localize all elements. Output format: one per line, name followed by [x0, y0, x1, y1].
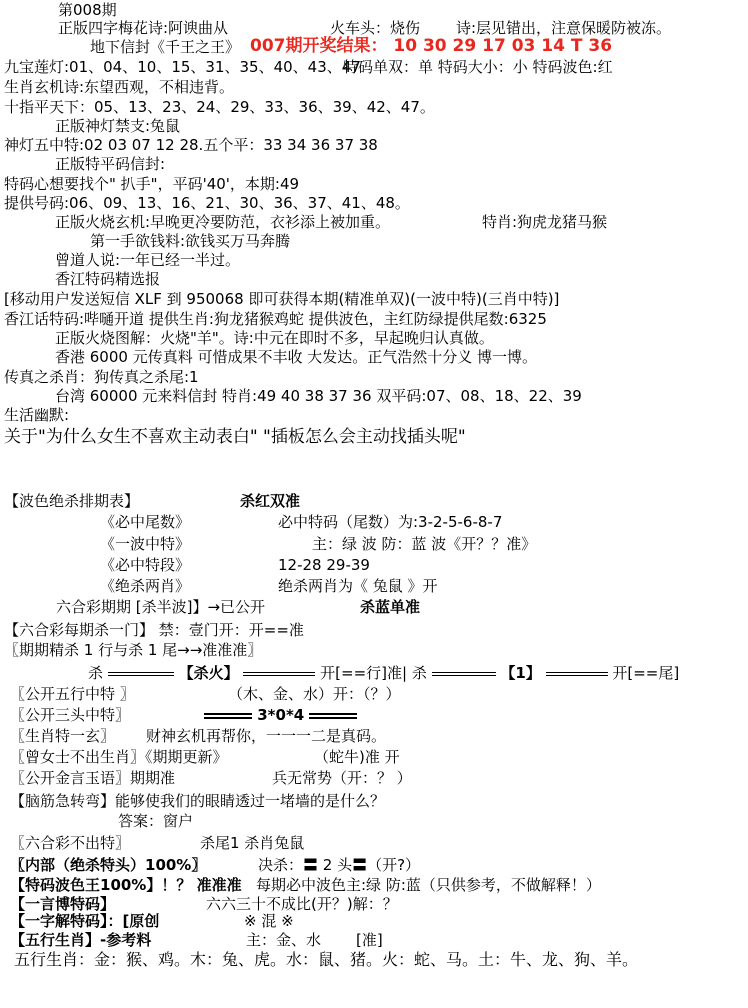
wave-value: 主：绿 波 防：蓝 波《开？？准》	[312, 535, 537, 553]
flat-code-envelope: 正版特平码信封:	[55, 155, 166, 173]
half-wave: 六合彩期期 [杀半波]】→已公开	[56, 598, 266, 616]
ten-fingers: 十指平天下：05、13、23、24、29、33、36、39、42、47。	[4, 98, 435, 116]
five-zodiac-accurate: [准]	[356, 931, 383, 949]
three-head-value	[204, 706, 357, 724]
wave-king-label: 【特码波色王100%】！？ 准准准	[10, 876, 242, 894]
kill-tail-open: 开[==尾]	[612, 664, 680, 682]
lamp-ban: 正版神灯禁支:兔鼠	[55, 117, 181, 135]
taiwan-envelope: 台湾 60000 元来料信封 特肖:49 40 38 37 36 双平码:07、08、18、22、39	[55, 387, 582, 405]
five-zodiac-list: 五行生肖：金：猴、鸡。木：兔、虎。水：鼠、猪。火：蛇、马。土：牛、龙、狗、羊。	[14, 950, 639, 969]
kill-row-tail: 〖期期精杀 1 行与杀 1 尾→→准准准〗	[4, 641, 263, 659]
thick-rule	[204, 713, 252, 719]
fax-kill: 传真之杀肖：狗传真之杀尾:1	[4, 368, 199, 386]
hk-fax: 香港 6000 元传真料 可惜成果不丰收 大发达。正气浩然十分义 博一博。	[55, 348, 538, 366]
special-attributes: 特码单双：单 特码大小：小 特码波色:红	[343, 58, 613, 76]
zodiac-mystery-value: 财神玄机再帮你，一一一二是真码。	[146, 727, 387, 745]
golden-words-value: 兵无常势（开：？ ）	[272, 769, 412, 787]
color-kill-table: 【波色绝杀排期表】	[4, 492, 140, 510]
zodiac-mystery-label: 〖生肖特一玄〗	[10, 727, 116, 745]
tail-value: 必中特码（尾数）为:3-2-5-6-8-7	[278, 513, 503, 531]
special-zodiac: 特肖:狗虎龙猪马猴	[482, 213, 608, 231]
three-head-number: 3*0*4	[257, 706, 305, 724]
fire-mystery: 正版火烧玄机:早晚更冷要防范，衣衫添上被加重。	[55, 213, 391, 231]
double-rule	[243, 672, 315, 676]
taoist-says: 曾道人说:一年已经一半过。	[55, 251, 241, 269]
humor-text: 关于"为什么女生不喜欢主动表白" "插板怎么会主动找插头呢"	[4, 427, 466, 447]
ms-zeng-value: （蛇牛)准 开	[314, 748, 400, 766]
lamp-five: 神灯五中特:02 03 07 12 28.五个平：33 34 36 37 38	[4, 136, 378, 154]
golden-words-label: 〖公开金言玉语〗期期准	[10, 769, 176, 787]
five-elements-value: （木、金、水）开：（？）	[228, 685, 401, 703]
draw-result: 007期开奖结果： 10 30 29 17 03 14 T 36	[250, 36, 613, 56]
underground-envelope: 地下信封《千王之王》	[90, 38, 241, 56]
thick-rule	[309, 713, 357, 719]
inner-kill-value: 决杀：〓 2 头〓（开?）	[258, 856, 421, 874]
kill-two-value: 绝杀两肖为《 兔鼠 》开	[278, 577, 438, 595]
one-word-label: 【一言博特码】	[10, 895, 116, 913]
five-elements-label: 〖公开五行中特 〗	[10, 685, 135, 703]
provided-numbers: 提供号码:06、09、13、16、21、30、36、37、41、48。	[4, 194, 410, 212]
fire-diagram: 正版火烧图解：火烧"羊"。诗:中元在即时不多，早起晚归认真做。	[55, 329, 494, 347]
zodiac-poem: 生肖玄机诗:东望西观，不相违背。	[4, 78, 235, 96]
riddle-answer: 答案：窗户	[118, 812, 194, 830]
kill-line	[88, 664, 679, 682]
kill-two-label: 《绝杀两肖》	[100, 577, 191, 595]
no-special-label: 〖六合彩不出特〗	[10, 834, 131, 852]
kill-one: 【1】	[500, 664, 541, 682]
double-rule	[108, 672, 174, 676]
ms-zeng-label: 〖曾女士不出生肖〗《期期更新》	[10, 748, 228, 766]
lotus-lamp: 九宝莲灯:01、04、10、15、31、35、40、43、47	[4, 58, 361, 76]
poem-text: 诗:层见错出，注意保暖防被冻。	[456, 19, 672, 37]
kill-label: 杀	[88, 664, 104, 682]
one-word-value: 六六三十不成比(开？)解：？	[206, 895, 398, 913]
five-zodiac-main: 主：金、水	[246, 931, 322, 949]
double-rule	[546, 672, 608, 676]
pickpocket-line: 特码心想要找个" 扒手"，平码'40'，本期:49	[4, 175, 300, 193]
three-head-label: 〖公开三头中特〗	[10, 706, 131, 724]
one-char-value: ※ 混 ※	[244, 912, 294, 930]
first-hand: 第一手欲钱料:欲钱买万马奔腾	[90, 232, 291, 250]
kill-fire: 【杀火】	[178, 664, 239, 682]
hk-report: 香江特码精选报	[55, 270, 161, 288]
kill-red: 杀红双准	[240, 492, 301, 510]
tail-label: 《必中尾数》	[100, 513, 191, 531]
plum-poem: 正版四字梅花诗:阿谀曲从	[58, 19, 229, 37]
wave-king-value: 每期必中波色主:绿 防:蓝（只供参考，不做解释！）	[256, 876, 601, 894]
train-head: 火车头：烧伤	[330, 19, 421, 37]
five-zodiac-label: 【五行生肖】-参考料	[10, 931, 152, 949]
kill-door: 【六合彩每期杀一门】 禁：壹门开：开==准	[4, 621, 304, 639]
riddle: 【脑筋急转弯】能够使我们的眼睛透过一堵墙的是什么？	[10, 792, 386, 810]
double-rule	[432, 672, 496, 676]
inner-kill-label: 〖内部（绝杀特头）100%〗	[10, 856, 207, 874]
kill-open: 开[==行]准| 杀	[320, 664, 427, 682]
sms-promo: [移动用户发送短信 XLF 到 950068 即可获得本期(精准单双)(一波中特)(三肖中特)]	[4, 290, 560, 308]
hk-talk: 香江话特码:哔嗵开道 提供生肖:狗龙猪猴鸡蛇 提供波色，主红防绿提供尾数:6325	[4, 310, 547, 328]
issue-number: 第008期	[58, 1, 117, 19]
kill-blue: 杀蓝单准	[360, 598, 421, 616]
one-char-label: 【一字解特码】：[原创	[10, 912, 160, 930]
segment-value: 12-28 29-39	[278, 556, 370, 574]
humor-label: 生活幽默:	[4, 406, 70, 424]
wave-label: 《一波中特》	[100, 535, 191, 553]
no-special-value: 杀尾1 杀肖兔鼠	[200, 834, 305, 852]
segment-label: 《必中特段》	[100, 556, 191, 574]
